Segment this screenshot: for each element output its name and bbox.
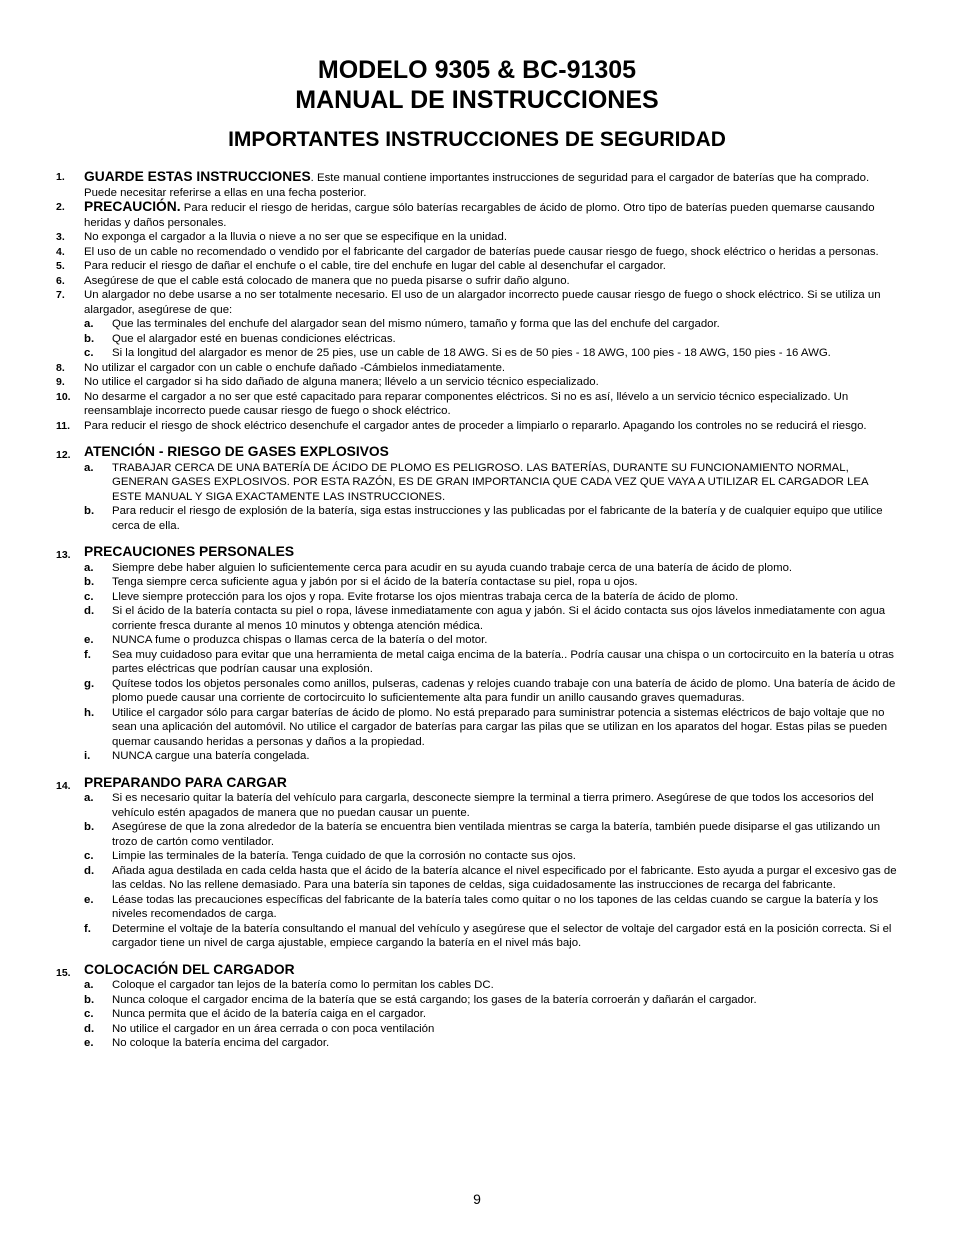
sub-item <box>56 893 898 922</box>
section-title: COLOCACIÓN DEL CARGADOR <box>84 961 295 977</box>
sub-item <box>56 922 898 951</box>
sub-item-text: Asegúrese de que la zona alrededor de la batería se encuentra bien ventilada mientras se carga la batería, también puede disiparse el gas utilizando un trozo de cartón como ventilador. <box>112 821 881 848</box>
section-heading <box>56 963 898 979</box>
sub-item-text: Añada agua destilada en cada celda hasta que el ácido de la batería alcance el nivel especificado por el fabricante. Esto ayuda a purgar el excesivo gas de las celdas. No las rellene demasiado. Para una batería sin tapones de celdas, siga cuidadosamente las instrucciones de recarga del fabricante. <box>112 864 897 891</box>
sub-item-letter: d. <box>84 1022 95 1035</box>
sub-item <box>56 706 898 750</box>
section-subtitle: IMPORTANTES INSTRUCCIONES DE SEGURIDAD <box>228 128 726 151</box>
sub-item-letter: f. <box>84 648 91 661</box>
sub-item-text: Sea muy cuidadoso para evitar que una herramienta de metal caiga encima de la batería.. Podría causar una chispa o un cortocircuito en la batería u otras partes eléctricas que podrían causar una explosión. <box>112 648 894 675</box>
sub-item <box>56 677 898 706</box>
sub-item-letter: c. <box>84 850 94 862</box>
section-heading <box>56 776 898 792</box>
sub-item-text: Nunca permita que el ácido de la batería caiga en el cargador. <box>112 1008 427 1020</box>
sub-item-text: NUNCA cargue una batería congelada. <box>112 750 310 762</box>
item-text: Un alargador no debe usarse a no ser totalmente necesario. El uso de un alargador incorrecto puede causar riesgo de fuego o shock eléctrico. Si se utiliza un alargador, asegúrese de que: <box>84 289 881 316</box>
item-number: 10. <box>56 390 71 403</box>
list-item <box>56 361 898 376</box>
sub-item-text: Coloque el cargador tan lejos de la batería como lo permitan los cables DC. <box>112 979 494 991</box>
sub-item-letter: d. <box>84 605 95 617</box>
sub-item-letter: e. <box>84 893 94 906</box>
sub-item-letter: i. <box>84 750 91 762</box>
sub-item-text: Léase todas las precauciones específicas del fabricante de la batería tales como quitar o no los tapones de las celdas cuando se cargue la batería y los niveles recomendados de carga. <box>112 893 879 920</box>
sub-item-text: Nunca coloque el cargador encima de la batería que se está cargando; los gases de la batería corroerán y dañarán el cargador. <box>112 993 757 1006</box>
document-title-line2: MANUAL DE INSTRUCCIONES <box>295 86 659 114</box>
sub-item-text: NUNCA fume o produzca chispas o llamas cerca de la batería o del motor. <box>112 634 488 646</box>
sub-item <box>56 864 898 893</box>
sub-item <box>56 1007 898 1022</box>
item-number: 4. <box>56 245 65 258</box>
sub-item-letter: b. <box>84 505 95 517</box>
document-title: MODELO 9305 & BC-91305 <box>317 56 637 84</box>
sub-item-text: No utilice el cargador en un área cerrada o con poca ventilación <box>112 1022 435 1035</box>
sub-item <box>56 1022 898 1037</box>
section-number: 12. <box>56 449 71 461</box>
list-item <box>56 288 898 317</box>
sub-item <box>56 346 898 361</box>
section-title: PRECAUCIONES PERSONALES <box>84 544 295 559</box>
sub-item-letter: a. <box>84 461 94 474</box>
sub-item-letter: a. <box>84 318 94 330</box>
sub-item <box>56 561 898 576</box>
sub-item-letter: e. <box>84 634 94 646</box>
section-heading <box>56 545 898 561</box>
sub-item-text: Quítese todos los objetos personales como anillos, pulseras, cadenas y relojes cuando trabaje con una batería de ácido de plomo. Una batería de ácido de plomo puede causar una corriente de cortocircuito lo suficientemente alta para fundir un anillo causando graves quemaduras. <box>112 677 896 704</box>
sub-item-text: Determine el voltaje de la batería consultando el manual del vehículo y asegúrese que el selector de voltaje del cargador está en la posición correcta. Si el cargador tiene un nivel de carga ajustable, empiece cargando la batería en el nivel más bajo. <box>112 922 892 949</box>
sub-item <box>56 648 898 677</box>
sub-item <box>56 820 898 849</box>
section-heading <box>56 445 898 461</box>
item-number: 5. <box>56 260 65 272</box>
sub-item <box>56 791 898 820</box>
item-text: Para reducir el riesgo de shock eléctrico desenchufe el cargador antes de proceder a limpiarlo o repararlo. Apagando los controles no se reducirá el riesgo. <box>84 419 867 432</box>
sub-item-letter: b. <box>84 576 95 588</box>
sub-item-text: No coloque la batería encima del cargador. <box>112 1037 330 1049</box>
sub-item-letter: c. <box>84 347 94 359</box>
sub-item-text: Que las terminales del enchufe del alargador sean del mismo número, tamaño y forma que las del enchufe del cargador. <box>112 318 720 330</box>
sub-item <box>56 1036 898 1051</box>
list-item <box>56 230 898 245</box>
sub-item <box>56 633 898 648</box>
sub-item-text: Si la longitud del alargador es menor de 25 pies, use un cable de 18 AWG. Si es de 50 pies - 18 AWG, 100 pies - 18 AWG, 150 pies - 16 AWG. <box>112 347 831 359</box>
sub-item-text: Si el ácido de la batería contacta su piel o ropa, lávese inmediatamente con agua y jabón. Si el ácido contacta sus ojos lávelos inmediatamente con agua corriente fresca durante al menos 10 minutos y obtenga atención médica. <box>112 605 886 632</box>
sub-item-text: Utilice el cargador sólo para cargar baterías de ácido de plomo. No está preparado para suministrar potencia a sistemas eléctricos de bajo voltaje que no sean una aplicación del automóvil. No utilice el cargador de baterías para cargar las pilas que se utilizan en los aparatos del hogar. Estas pilas se pueden quemar causando heridas a personas y daños a la propiedad. <box>112 706 888 748</box>
sub-item <box>56 332 898 347</box>
sub-item-letter: g. <box>84 677 95 690</box>
sub-item-letter: a. <box>84 792 94 804</box>
list-item <box>56 245 898 260</box>
list-item <box>56 390 898 419</box>
sub-item-text: Que el alargador esté en buenas condiciones eléctricas. <box>112 332 396 345</box>
item-number: 8. <box>56 361 65 374</box>
sub-item-letter: h. <box>84 706 95 719</box>
item-number: 1. <box>56 171 65 183</box>
item-text: No exponga el cargador a la lluvia o nieve a no ser que se especifique en la unidad. <box>84 231 508 243</box>
list-item <box>56 375 898 390</box>
sub-item-letter: d. <box>84 864 95 877</box>
sub-item-letter: a. <box>84 979 94 991</box>
sub-item-letter: c. <box>84 590 94 603</box>
item-text: No desarme el cargador a no ser que esté capacitado para reparar componentes eléctricos. Si no es así, llévelo a un servicio técnico especializado. Un reensamblaje incorrecto puede causar riesgo de fuego o shock eléctrico. <box>84 390 849 417</box>
sub-item-letter: c. <box>84 1008 94 1020</box>
item-text: Asegúrese de que el cable está colocado de manera que no pueda pisarse o sufrir daño alguno. <box>84 274 570 287</box>
sub-item-letter: b. <box>84 993 95 1006</box>
item-text: Para reducir el riesgo de dañar el enchufe o el cable, tire del enchufe en lugar del cable al desenchufar el cargador. <box>84 260 666 272</box>
list-item <box>56 170 898 200</box>
item-text: El uso de un cable no recomendado o vendido por el fabricante del cargador de baterías puede causar riesgo de fuego, shock eléctrico o heridas a personas. <box>84 245 879 258</box>
sub-item <box>56 993 898 1008</box>
sub-item-letter: f. <box>84 922 91 935</box>
sub-item-text: Si es necesario quitar la batería del vehículo para cargarla, desconecte siempre la terminal a tierra primero. Asegúrese de que todos los accesorios del vehículo estén apagados de manera que no puedan causar un puente. <box>112 792 874 819</box>
section-number: 13. <box>56 549 71 561</box>
sub-item-letter: b. <box>84 332 95 345</box>
section-number: 14. <box>56 779 71 792</box>
sub-item <box>56 590 898 605</box>
sub-item <box>56 317 898 332</box>
item-text: Para reducir el riesgo de heridas, cargue sólo baterías recargables de ácido de plomo. Otro tipo de baterías pueden quemarse causando heridas y daños personales. <box>84 202 875 229</box>
section-title: ATENCIÓN - RIESGO DE GASES EXPLOSIVOS <box>84 444 389 459</box>
item-number: 9. <box>56 376 65 388</box>
item-text: . Este manual contiene importantes instrucciones de seguridad para el cargador de baterías que ha comprado. Puede necesitar referirse a ellas en una fecha posterior. <box>84 172 870 199</box>
sub-item <box>56 849 898 864</box>
item-lead: GUARDE ESTAS INSTRUCCIONES <box>84 169 311 184</box>
item-number: 7. <box>56 289 65 301</box>
section-number: 15. <box>56 966 71 979</box>
instructions-body <box>56 170 898 1051</box>
sub-item-letter: a. <box>84 561 94 574</box>
item-number: 6. <box>56 274 65 287</box>
sub-item <box>56 604 898 633</box>
sub-item <box>56 978 898 993</box>
item-text: No utilice el cargador si ha sido dañado de alguna manera; llévelo a un servicio técnico especializado. <box>84 376 599 388</box>
list-item <box>56 419 898 434</box>
list-item <box>56 274 898 289</box>
sub-item-letter: e. <box>84 1037 94 1049</box>
list-item <box>56 200 898 230</box>
sub-item-text: TRABAJAR CERCA DE UNA BATERÍA DE ÁCIDO DE PLOMO ES PELIGROSO. LAS BATERÍAS, DURANTE SU FUNCIONAMIENTO NORMAL, GENERAN GASES EXPLOSIVOS. POR ESTA RAZÓN, ES DE GRAN IMPORTANCIA QUE CADA VEZ QUE VAYA A UTILIZAR EL CARGADOR LEA ESTE MANUAL Y SIGA EXACTAMENTE LAS INSTRUCCIONES. <box>112 461 868 503</box>
item-text: No utilizar el cargador con un cable o enchufe dañado -Cámbielos inmediatamente. <box>84 361 506 374</box>
sub-item-text: Lleve siempre protección para los ojos y ropa. Evite frotarse los ojos mientras trabaja cerca de la batería de ácido de plomo. <box>112 590 739 603</box>
sub-item-text: Limpie las terminales de la batería. Tenga cuidado de que la corrosión no contacte sus ojos. <box>112 850 576 862</box>
item-lead: PRECAUCIÓN. <box>84 199 181 214</box>
item-number: 11. <box>56 419 71 432</box>
sub-item <box>56 749 898 764</box>
sub-item-text: Tenga siempre cerca suficiente agua y jabón por si el ácido de la batería contactase su piel, ropa u ojos. <box>112 576 638 588</box>
item-number: 3. <box>56 231 65 243</box>
page-number: 9 <box>473 1191 481 1207</box>
list-item <box>56 259 898 274</box>
sub-item <box>56 504 898 533</box>
sub-item <box>56 575 898 590</box>
item-number: 2. <box>56 201 65 213</box>
sub-item <box>56 461 898 505</box>
sub-item-text: Siempre debe haber alguien lo suficientemente cerca para acudir en su ayuda cuando trabaje cerca de una batería de ácido de plomo. <box>112 561 793 574</box>
section-title: PREPARANDO PARA CARGAR <box>84 774 287 790</box>
sub-item-text: Para reducir el riesgo de explosión de la batería, siga estas instrucciones y las publicadas por el fabricante de la batería y de cualquier equipo que utilice cerca de ella. <box>112 505 883 532</box>
sub-item-letter: b. <box>84 821 95 833</box>
